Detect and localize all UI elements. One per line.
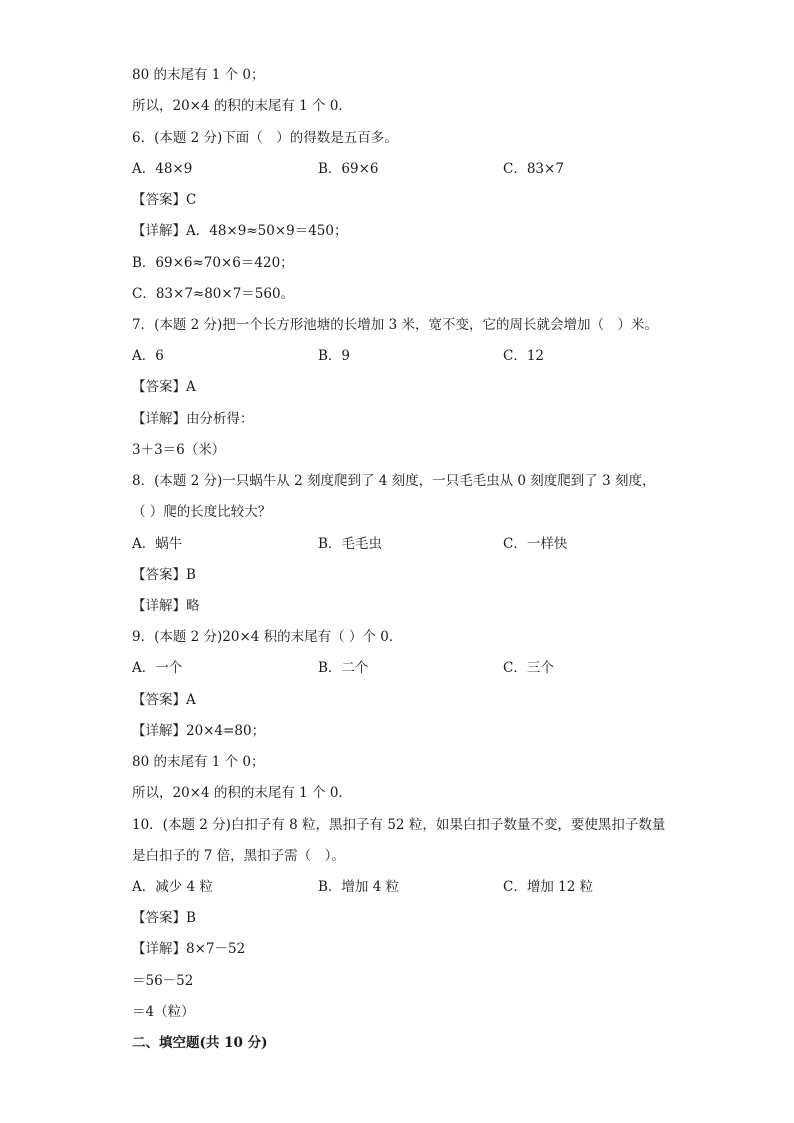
explanation-line: C．83×7≈80×7＝560。	[132, 286, 295, 302]
option-c: C．一样快	[503, 536, 568, 552]
option-a: A．一个	[132, 660, 183, 676]
answer-line: 【答案】A	[132, 379, 196, 395]
explanation-line: ＝4（粒）	[132, 1004, 195, 1020]
text-line: 所以，20×4 的积的末尾有 1 个 0．	[132, 98, 352, 114]
question-10-continued: 是白扣子的 7 倍，黑扣子需（ ）。	[132, 848, 345, 864]
option-b: B．二个	[318, 660, 369, 676]
explanation-line: 【详解】A．48×9≈50×9＝450；	[132, 223, 348, 239]
option-c: C．增加 12 粒	[503, 879, 594, 895]
option-b: B．增加 4 粒	[318, 879, 400, 895]
answer-line: 【答案】B	[132, 567, 196, 583]
explanation-line: 所以，20×4 的积的末尾有 1 个 0．	[132, 785, 352, 801]
question-8-continued: （ ）爬的长度比较大？	[132, 504, 272, 520]
option-c: C．83×7	[503, 161, 564, 177]
question-8: 8．(本题 2 分)一只蜗牛从 2 刻度爬到了 4 刻度，一只毛毛虫从 0 刻度爬到了 3 刻度，	[132, 473, 656, 489]
option-a: A．蜗牛	[132, 536, 183, 552]
explanation-line: 3＋3＝6（米）	[132, 442, 226, 458]
option-b: B．毛毛虫	[318, 536, 382, 552]
option-a: A．减少 4 粒	[132, 879, 213, 895]
explanation-line: 【详解】略	[132, 598, 200, 614]
option-c: C．12	[503, 348, 545, 364]
option-a: A．6	[132, 348, 164, 364]
option-b: B．69×6	[318, 161, 379, 177]
explanation-line: 【详解】8×7－52	[132, 941, 246, 957]
option-c: C．三个	[503, 660, 554, 676]
explanation-line: 【详解】20×4=80；	[132, 723, 266, 739]
option-a: A．48×9	[132, 161, 193, 177]
question-7: 7．(本题 2 分)把一个长方形池塘的长增加 3 米，宽不变，它的周长就会增加（ ）米。	[132, 317, 658, 333]
text-line: 80 的末尾有 1 个 0；	[132, 67, 265, 83]
answer-line: 【答案】B	[132, 910, 196, 926]
explanation-line: B．69×6≈70×6＝420；	[132, 255, 294, 271]
section-heading: 二、填空题(共 10 分)	[132, 1035, 268, 1051]
question-10: 10．(本题 2 分)白扣子有 8 粒，黑扣子有 52 粒，如果白扣子数量不变，要使黑扣子数量	[132, 817, 666, 833]
explanation-line: 【详解】由分析得：	[132, 411, 254, 427]
question-9: 9．(本题 2 分)20×4 积的末尾有（ ）个 0．	[132, 629, 403, 645]
answer-line: 【答案】C	[132, 192, 197, 208]
question-6: 6．(本题 2 分)下面（ ）的得数是五百多。	[132, 130, 398, 146]
explanation-line: 80 的末尾有 1 个 0；	[132, 754, 265, 770]
answer-line: 【答案】A	[132, 692, 196, 708]
option-b: B．9	[318, 348, 351, 364]
explanation-line: ＝56－52	[132, 973, 194, 989]
